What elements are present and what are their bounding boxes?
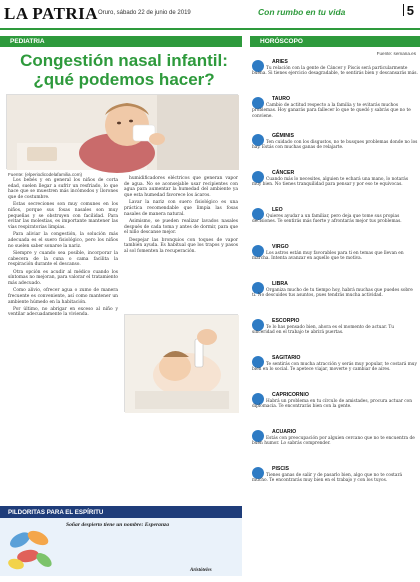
headline-line-1: Congestión nasal infantil:	[20, 51, 228, 70]
pills-icon	[4, 520, 60, 576]
child-with-tissue-illustration	[7, 95, 239, 170]
pildoritas-author: Aristóteles	[190, 568, 212, 573]
sign-text: Tu relación con la gente de Cáncer y Piscis será particularmente buena. Si tienes ejercicio desagradable, te sentirás bien y descansarás más.	[252, 66, 418, 77]
pildoritas-quote: Soñar despierto tiene un nombre: Esperanza	[66, 522, 170, 528]
child-with-tissue-photo	[6, 94, 238, 169]
article-paragraph: Lavar la nariz con suero fisiológico es una práctica recomendable que limpia las fosas nasales de manera natural.	[124, 200, 238, 217]
sign-text: Organiza mucho de tu tiempo hoy, habrá muchas que puedes sobre ti. No descuides tus asuntos, pues tendrás mucha actividad.	[252, 288, 413, 299]
sign-text: Te sentirás con mucha atracción y serás muy popular, te costará muy bien en lo social. Te apetece viajar, moverte y cambiar de aires.	[252, 362, 417, 373]
article-paragraph: Siempre y cuando sea posible, incorporar la cabecera de la cuna o cama facilita la respiración durante el descanso.	[8, 250, 118, 268]
dateline: Oruro, sábado 22 de junio de 2019	[98, 10, 191, 16]
sign-name: ARIES	[272, 59, 288, 65]
page-number-value: 5	[406, 3, 414, 18]
article-paragraph: Estas secreciones son muy comunes en los niños, porque sus fosas nasales son muy pequeñas y se obstruyen con facilidad. Para evitar las molestias, es importante mantener las vías respiratorias limpias.	[8, 202, 118, 231]
pediatria-article	[0, 36, 242, 573]
article-paragraph: Los bebés y en general los niños de corta edad, suelen llegar a sufrir un resfriado, lo que hace que se muestren más incómodos y llorones que de costumbre.	[8, 178, 118, 201]
sign-name: PISCIS	[272, 466, 290, 472]
pildoritas-title: PILDORITAS PARA EL ESPÍRITU	[0, 506, 242, 518]
sign-name: GÉMINIS	[272, 133, 294, 139]
article-paragraph: Despejar las bronquios con toques de vapor también ayuda. Es habitual que los trapos y pasos al sol fomenten la recuperación.	[124, 237, 238, 254]
sign-text: Te lo has pensado bien, ahora es el momento de actuar. Tu sinceridad en el trabajo te abrirá puertas.	[252, 325, 395, 336]
page-number	[403, 3, 414, 18]
article-paragraph: Otra opción es acudir al médico cuando los síntomas no mejoran, para valorar el tratamiento más adecuado.	[8, 269, 118, 286]
pildoritas-box	[0, 506, 242, 582]
page-number-divider	[403, 4, 404, 16]
horoscopo-source: Fuente: semana.es	[376, 51, 416, 56]
sign-text: Tienes ganas de salir y de pasarlo bien, algo que no te costará mucho. Te encontrarás muy bien en el trabajo y con los tuyos.	[252, 473, 403, 484]
sign-name: TAURO	[272, 96, 291, 102]
horoscopo-tag: HORÓSCOPO	[250, 36, 420, 47]
sign-name: LEO	[272, 207, 283, 213]
article-paragraph: humidificadores eléctricos que generan vapor de agua. No se aconsejable usar recipientes con agua para aumentar la humedad del ambiente ya que esta humedad favorece los ácaros.	[124, 176, 238, 199]
masthead-rule	[0, 28, 420, 30]
article-paragraph: Asimismo, se pueden realizar lavados nasales después de cada toma y antes de dormir, para que el niño descanse mejor.	[124, 218, 238, 236]
article-paragraph: Como alivio, ofrecer agua o zumo de manera frecuente es conveniente, así como mantener un ambiente húmedo en la habitación.	[8, 288, 118, 305]
sign-name: CÁNCER	[272, 170, 295, 176]
sign-text: Habrá un problema en tu círculo de amistades, procura actuar con diplomacia. Te encontrarás bien con la gente.	[252, 399, 413, 410]
headline-line-2: ¿qué podemos hacer?	[33, 70, 215, 89]
sign-name: SAGITARIO	[272, 355, 301, 361]
sign-name: LIBRA	[272, 281, 288, 287]
sign-name: ESCORPIO	[272, 318, 300, 324]
article-paragraph: Por último, no abrigar en exceso al niño y ventilar adecuadamente la vivienda.	[8, 306, 118, 318]
article-paragraph: Para aliviar la congestión, la solución más adecuada es el suero fisiológico, pero los niños no suelen saber sonarse la nariz.	[8, 232, 118, 249]
article-source: Fuente: (elperiodicodelafamilia.com)	[8, 172, 83, 177]
sign-name: CAPRICORNIO	[272, 392, 309, 398]
article-column-1	[8, 178, 118, 406]
section-title: Con rumbo en tu vida	[258, 7, 346, 17]
sign-text: Quieres ayudar a un familiar, pero deja que tome sus propias decisiones. Te sentirás más fuerte y afrontarás mejor tus problemas.	[252, 214, 402, 225]
sign-text: Estás con preocupación por alguien cercano que no te encuentra de buen humor. Lo sabrás comprender.	[252, 436, 415, 447]
nasal-wash-photo	[124, 314, 238, 412]
horoscopo-section	[250, 36, 420, 546]
nasal-wash-illustration	[125, 315, 239, 413]
sign-text: Cambio de actitud respecto a la familia y te evitarás muchos problemas. Hoy ganarás para fallecer lo que te quedó y sabrás que no te conviene.	[252, 103, 411, 119]
sign-name: ACUARIO	[272, 429, 297, 435]
sign-name: VIRGO	[272, 244, 289, 250]
pediatria-tag: PEDIATRIA	[0, 36, 242, 47]
sign-text: Cuando más lo necesites, alguien te echará una mano, lo notarás muy bien. No tienes tranquilidad para pensar y por eso te equivocas.	[252, 177, 409, 188]
article-headline	[8, 51, 240, 89]
pildoritas-content	[0, 518, 242, 576]
masthead	[0, 0, 420, 32]
sign-text: Ten cuidado con los disgustos, no te busques problemas donde no los hay. Estás con muchas ganas de relajarte.	[252, 140, 418, 151]
newspaper-logo: LA PATRIA	[4, 4, 99, 23]
article-column-2	[124, 176, 238, 312]
sign-text: Los astros están muy favorables para ti en temas que llevan en marcha. Intenta avanzar en aquello que te motiva.	[252, 251, 404, 262]
